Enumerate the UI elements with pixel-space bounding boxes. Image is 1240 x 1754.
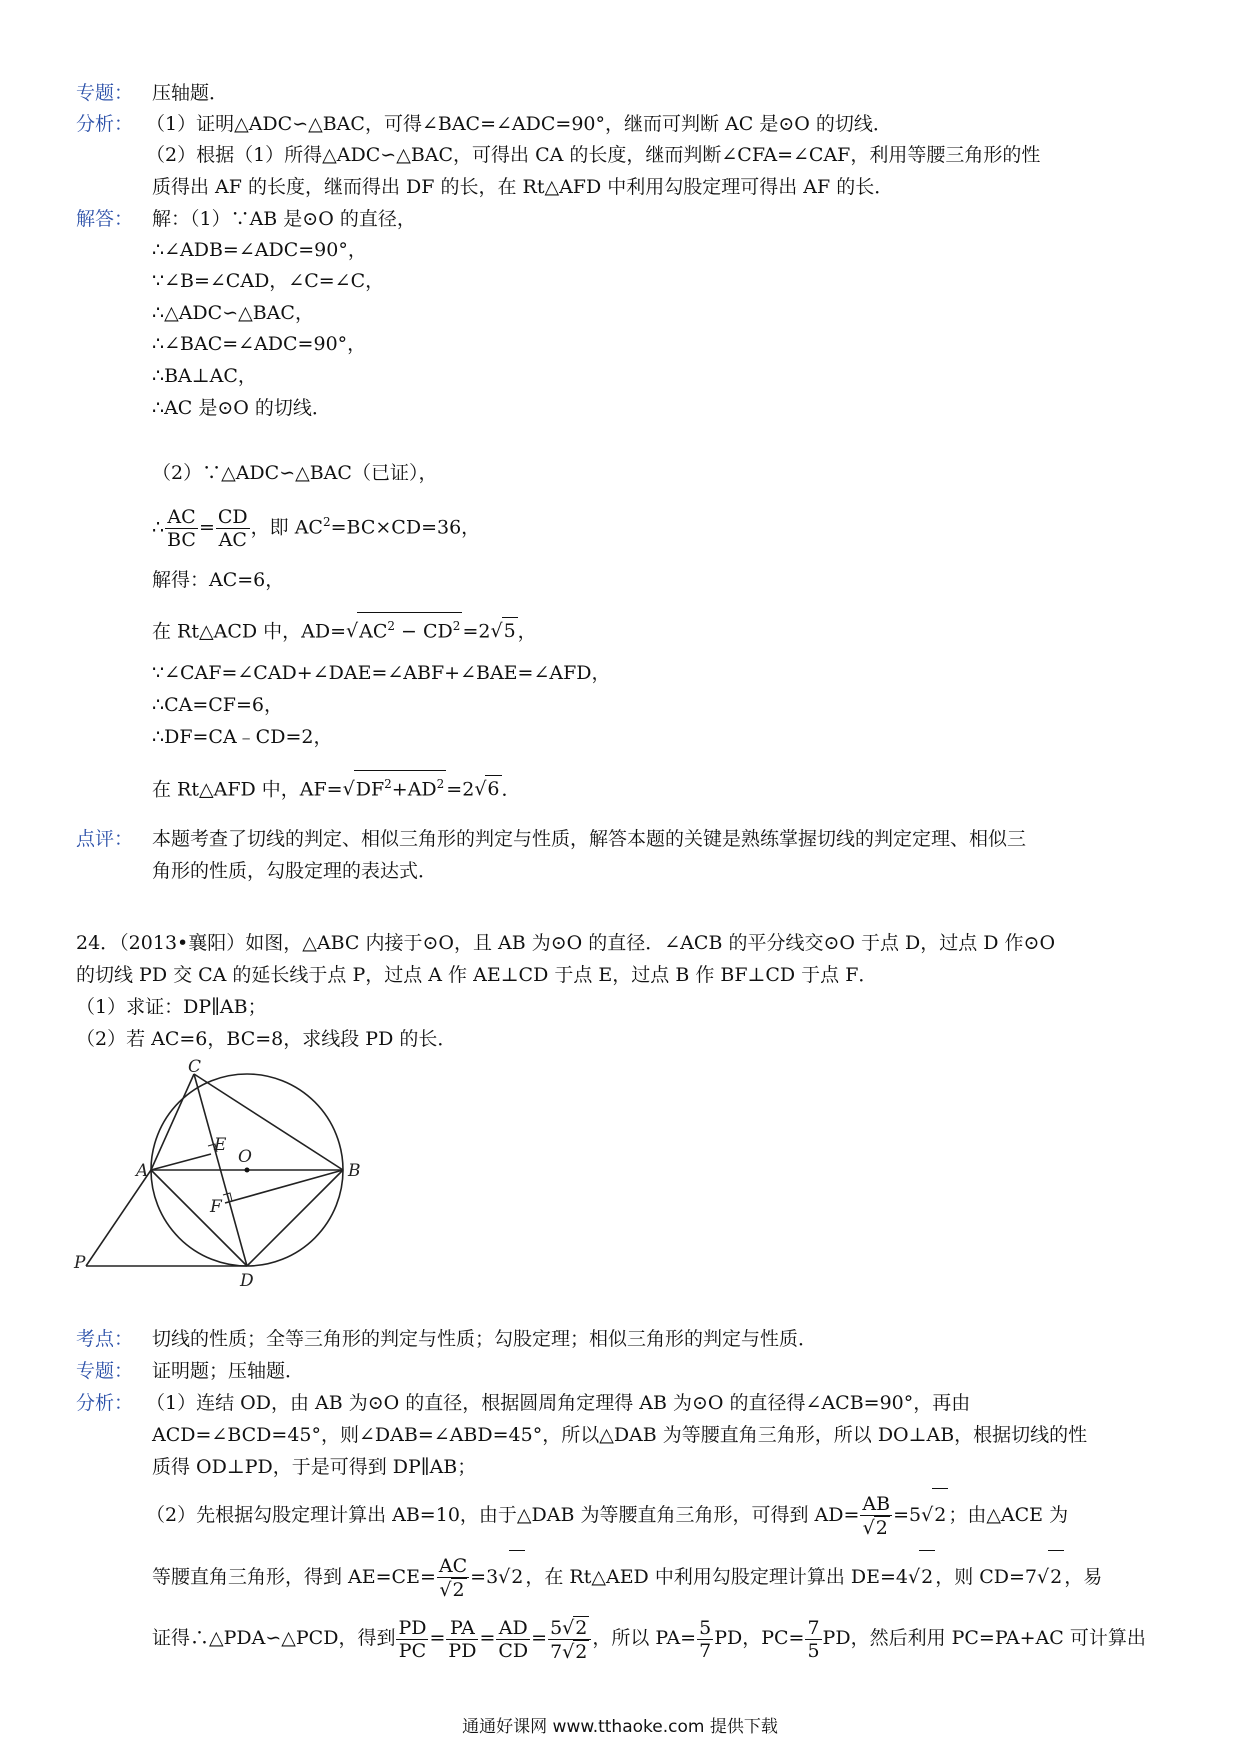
jieda-line-0: 解：（1）∵AB 是⊙O 的直径， <box>152 208 416 230</box>
frac-num: AD <box>496 1617 530 1640</box>
frac-den: 7√2 <box>550 1640 588 1663</box>
q24-fenxi-2c: 证得∴△PDA∽△PCD，得到 $\frac{PD}{PC}$ = $\frac{PA}{PD}$ = $\frac{AD}{CD}$ = $\frac{5√2}{7√2}$ ，所以 PA= $\frac{5}{7}$ PD，PC= $\frac{7}{5}$ PD，然后利用 PC=PA+AC 可计算出 <box>152 1616 1146 1663</box>
f2a-post: ；由△ACE 为 <box>948 1504 1069 1526</box>
center-dot <box>245 1168 250 1173</box>
frac-num: PA <box>446 1617 478 1640</box>
frac-ab-sqrt2 <box>860 1493 892 1539</box>
zhuanti-text: 压轴题． <box>152 82 229 104</box>
sqrt-body: 2 <box>575 1640 588 1663</box>
label-e: E <box>214 1135 227 1155</box>
frac-ac-sqrt2 <box>437 1555 469 1601</box>
label-b: B <box>348 1161 361 1181</box>
jieda-line-4: ∴∠BAC=∠ADC=90°， <box>152 333 367 355</box>
fenxi-line-2a: （2）根据（1）所得△ADC∽△BAC，可得出 CA 的长度，继而判断∠CFA=∠CAF，利用等腰三角形的性 <box>146 144 1041 166</box>
caf-line: ∵∠CAF=∠CAD+∠DAE=∠ABF+∠BAE=∠AFD， <box>152 662 611 684</box>
frac-num: AC <box>165 506 198 529</box>
part2-intro: （2）∵△ADC∽△BAC（已证）， <box>152 462 438 484</box>
frac-ad-cd <box>496 1617 530 1662</box>
result: =2 <box>446 778 475 801</box>
label-fenxi-2: 分析： <box>76 1392 134 1414</box>
q24-line-1: 24．（2013•襄阳）如图，△ABC 内接于⊙O，且 AB 为⊙O 的直径．∠ACB 的平分线交⊙O 于点 D，过点 D 作⊙O <box>76 932 1056 954</box>
f2a-pre: （2）先根据勾股定理计算出 AB=10，由于△DAB 为等腰直角三角形，可得到 AD= <box>146 1504 860 1526</box>
label-kaodian: 考点： <box>76 1328 134 1350</box>
q24-fenxi-2a: （2）先根据勾股定理计算出 AB=10，由于△DAB 为等腰直角三角形，可得到 AD= $\frac{AB}{√2}$ =5√2 ；由△ACE 为 <box>146 1488 1068 1541</box>
frac-5r2-7r2 <box>548 1616 591 1663</box>
frac-den: BC <box>167 528 196 551</box>
sqrt-body: 2 <box>575 1616 588 1639</box>
jieda-line-6: ∴AC 是⊙O 的切线． <box>152 397 331 419</box>
kaodian-text: 切线的性质；全等三角形的判定与性质；勾股定理；相似三角形的判定与性质． <box>152 1328 818 1350</box>
rt-afd-pre: 在 Rt△AFD 中，AF= <box>152 778 343 801</box>
label-a: A <box>136 1161 149 1181</box>
rt-acd-line <box>152 612 537 644</box>
label-zhuanti: 专题： <box>76 82 134 104</box>
jieda-line-3: ∴△ADC∽△BAC， <box>152 302 314 324</box>
jieda-line-5: ∴BA⊥AC， <box>152 365 257 387</box>
label-d: D <box>240 1271 254 1291</box>
rt-acd-pre: 在 Rt△ACD 中，AD= <box>152 620 346 643</box>
sqrt-body: 2 <box>919 1550 935 1603</box>
coef: 7 <box>550 1640 563 1663</box>
exponent: 2 <box>384 777 392 791</box>
sqrt-sign: √ <box>490 620 503 643</box>
segment-bf <box>225 1170 343 1203</box>
exponent: 2 <box>452 619 461 633</box>
q24-line-3: （1）求证：DP∥AB； <box>76 996 267 1018</box>
frac-den: PC <box>398 1639 427 1662</box>
coef: 5 <box>550 1616 563 1639</box>
frac-den: 7 <box>699 1639 712 1662</box>
frac-pd-pc <box>396 1617 428 1662</box>
f2b-mid: ，在 Rt△AED 中利用勾股定理计算出 DE=4 <box>525 1566 908 1588</box>
label-f: F <box>210 1197 222 1217</box>
label-fenxi: 分析： <box>76 113 134 135</box>
fraction-line <box>152 498 480 551</box>
sqrt-sign: √ <box>342 778 355 801</box>
q24-fenxi-2b: 等腰直角三角形，得到 AE=CE= $\frac{AC}{√2}$ =3√2 ，在 Rt△AED 中利用勾股定理计算出 DE=4√2 ，则 CD=7√2 ，易 <box>152 1550 1102 1603</box>
sqrt-body: 2 <box>509 1550 525 1603</box>
equals: = <box>198 516 215 539</box>
rad-minus-cd: − CD <box>395 620 453 643</box>
frac-cd-ac <box>216 506 250 551</box>
segment-ae <box>151 1154 211 1170</box>
q24-fenxi-1a: （1）连结 OD，由 AB 为⊙O 的直径，根据圆周角定理得 AB 为⊙O 的直径得∠ACB=90°，再由 <box>146 1392 971 1414</box>
f2c-post: PD，然后利用 PC=PA+AC 可计算出 <box>822 1627 1146 1649</box>
df-line: ∴DF=CA﹣CD=2， <box>152 726 333 748</box>
q24-line-4: （2）若 AC=6，BC=8，求线段 PD 的长． <box>76 1028 457 1050</box>
solve-line: 解得：AC=6， <box>152 569 285 591</box>
punct: ． <box>501 778 521 801</box>
ac2-post: =BC×CD=36， <box>330 516 481 539</box>
q24-fenxi-1c: 质得 OD⊥PD，于是可得到 DP∥AB； <box>152 1456 477 1478</box>
dianping-line-a: 本题考查了切线的判定、相似三角形的判定与性质，解答本题的关键是熟练掌握切线的判定定理、相似三 <box>152 828 1027 850</box>
rad-plus-ad: +AD <box>391 778 437 801</box>
f2b-res: =3 <box>470 1566 499 1588</box>
f2c-pre: 证得∴△PDA∽△PCD，得到 <box>152 1627 396 1649</box>
frac-den: CD <box>498 1639 529 1662</box>
segment-ca <box>151 1074 194 1170</box>
exponent: 2 <box>387 619 396 633</box>
dianping-line-b: 角形的性质，勾股定理的表达式． <box>152 860 438 882</box>
sqrt-sign: √ <box>346 620 359 643</box>
ca-cf-line: ∴CA=CF=6， <box>152 694 283 716</box>
geometry-figure <box>70 1057 380 1291</box>
therefore-sign: ∴ <box>152 516 165 539</box>
label-o: O <box>238 1147 252 1167</box>
f2c-mid: ，所以 PA= <box>592 1627 697 1649</box>
label-dianping: 点评： <box>76 828 134 850</box>
frac-den: √2 <box>439 1579 465 1601</box>
frac-pa-pd <box>446 1617 478 1662</box>
frac-ac-bc <box>165 506 198 551</box>
label-c: C <box>188 1057 202 1077</box>
punct: ， <box>517 620 537 643</box>
segment-ad <box>151 1170 247 1266</box>
sqrt-body: 2 <box>875 1517 888 1539</box>
exponent: 2 <box>322 515 331 529</box>
rad-df: DF <box>355 778 385 801</box>
q24-line-2: 的切线 PD 交 CA 的延长线于点 P，过点 A 作 AE⊥CD 于点 E，过点 B 作 BF⊥CD 于点 F． <box>76 964 878 986</box>
frac-num: 7 <box>807 1616 820 1639</box>
sqrt-sign: √ <box>474 778 487 801</box>
frac-num: 5√2 <box>548 1616 591 1640</box>
f2b-cd: ，则 CD=7 <box>935 1566 1038 1588</box>
label-p: P <box>74 1253 86 1273</box>
sqrt-body: 2 <box>452 1579 465 1601</box>
fenxi-line-1: （1）证明△ADC∽△BAC，可得∠BAC=∠ADC=90°，继而可判断 AC 是⊙O 的切线． <box>146 113 892 135</box>
frac-num: CD <box>217 505 248 528</box>
exponent: 2 <box>436 777 445 791</box>
zhuanti-text-2: 证明题；压轴题． <box>152 1360 305 1382</box>
frac-num: AC <box>438 1555 468 1577</box>
frac-den: AC <box>218 528 247 551</box>
segment-bd <box>247 1170 343 1266</box>
sqrt-body: 5 <box>502 617 518 644</box>
q24-fenxi-1b: ACD=∠BCD=45°，则∠DAB=∠ABD=45°，所以△DAB 为等腰直角三角形，所以 DO⊥AB，根据切线的性 <box>152 1424 1088 1446</box>
frac-den: √2 <box>862 1517 888 1539</box>
frac-7-5 <box>805 1617 821 1662</box>
ac2-pre: ，即 AC <box>250 516 323 539</box>
f2c-pd: PD，PC= <box>714 1627 805 1649</box>
f2b-post: ，易 <box>1064 1566 1103 1588</box>
f2a-res: =5 <box>893 1504 922 1526</box>
sqrt-body: 2 <box>1048 1550 1064 1603</box>
rad-ac: AC <box>359 620 388 643</box>
jieda-line-1: ∴∠ADB=∠ADC=90°， <box>152 239 367 261</box>
sqrt-body <box>357 612 462 644</box>
segment-ap <box>86 1170 151 1266</box>
frac-num: PD <box>398 1616 427 1639</box>
result: =2 <box>462 620 491 643</box>
sqrt-body <box>354 770 447 802</box>
frac-den: 5 <box>807 1639 820 1662</box>
sqrt-body: 6 <box>485 775 501 802</box>
frac-num: 5 <box>699 1616 712 1639</box>
label-zhuanti-2: 专题： <box>76 1360 134 1382</box>
frac-den: PD <box>448 1639 477 1662</box>
frac-num: AB <box>862 1493 891 1515</box>
frac-5-7 <box>697 1617 713 1662</box>
fenxi-line-2b: 质得出 AF 的长度，继而得出 DF 的长，在 Rt△AFD 中利用勾股定理可得出 AF 的长． <box>152 176 894 198</box>
f2b-pre: 等腰直角三角形，得到 AE=CE= <box>152 1566 436 1588</box>
page-footer: 通通好课网 www.tthaoke.com 提供下载 <box>462 1717 778 1737</box>
sqrt-body: 2 <box>932 1488 948 1541</box>
label-jieda: 解答： <box>76 208 134 230</box>
jieda-line-2: ∵∠B=∠CAD，∠C=∠C， <box>152 270 385 292</box>
rt-afd-line <box>152 770 521 802</box>
